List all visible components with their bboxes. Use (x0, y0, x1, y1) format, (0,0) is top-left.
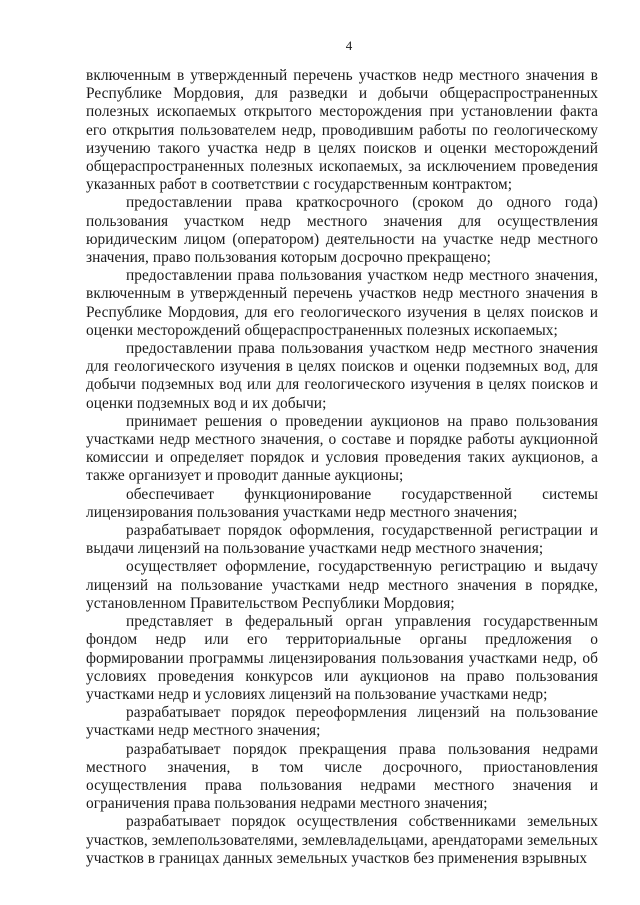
paragraph-9: представляет в федеральный орган управления государственным фондом недр или его территориальные органы предложения о формировании программы лицензирования пользования участками недр, об условиях проведения конкурсов или аукционов на право пользования участками недр и условиях лицензий на пользование участками недр; (86, 613, 598, 703)
paragraph-12: разрабатывает порядок осуществления собственниками земельных участков, землепользователями, землевладельцами, арендаторами земельных участков в границах данных земельных участков без применения взрывных (86, 813, 598, 867)
paragraph-2: предоставлении права краткосрочного (сроком до одного года) пользования участком недр местного значения для осуществления юридическим лицом (оператором) деятельности на участке недр местного значения, право пользования которым досрочно прекращено; (86, 194, 598, 267)
paragraph-8: осуществляет оформление, государственную регистрацию и выдачу лицензий на пользование участками недр местного значения в порядке, установленном Правительством Республики Мордовия; (86, 558, 598, 612)
paragraph-1: включенным в утвержденный перечень участков недр местного значения в Республике Мордовия, для разведки и добычи общераспространенных полезных ископаемых открытого месторождения при установлении факта его открытия пользователем недр, проводившим работы по геологическому изучению такого участка недр в целях поисков и оценки месторождений общераспространенных полезных ископаемых, за исключением проведения указанных работ в соответствии с государственным контрактом; (86, 67, 598, 194)
page-number: 4 (345, 38, 353, 53)
paragraph-4: предоставлении права пользования участком недр местного значения для геологического изучения в целях поисков и оценки подземных вод, для добычи подземных вод или для геологического изучения в целях поисков и оценки подземных вод и их добычи; (86, 340, 598, 412)
paragraph-10: разрабатывает порядок переоформления лицензий на пользование участками недр местного значения; (86, 704, 598, 740)
paragraph-11: разрабатывает порядок прекращения права пользования недрами местного значения, в том числе досрочного, приостановления осуществления права пользования недрами местного значения и ограничения права пользования недрами местного значения; (86, 740, 598, 813)
paragraph-5: принимает решения о проведении аукционов на право пользования участками недр местного значения, о составе и порядке работы аукционной комиссии и определяет порядок и условия проведения таких аукционов, а также организует и проводит данные аукционы; (86, 412, 598, 485)
paragraph-6: обеспечивает функционирование государственной системы лицензирования пользования участками недр местного значения; (86, 485, 598, 521)
paragraph-3: предоставлении права пользования участком недр местного значения, включенным в утвержденный перечень участков недр местного значения в Республике Мордовия, для его геологического изучения в целях поисков и оценки месторождений общераспространенных полезных ископаемых; (86, 267, 598, 339)
paragraph-7: разрабатывает порядок оформления, государственной регистрации и выдачи лицензий на пользование участками недр местного значения; (86, 522, 598, 558)
document-body (86, 67, 598, 868)
